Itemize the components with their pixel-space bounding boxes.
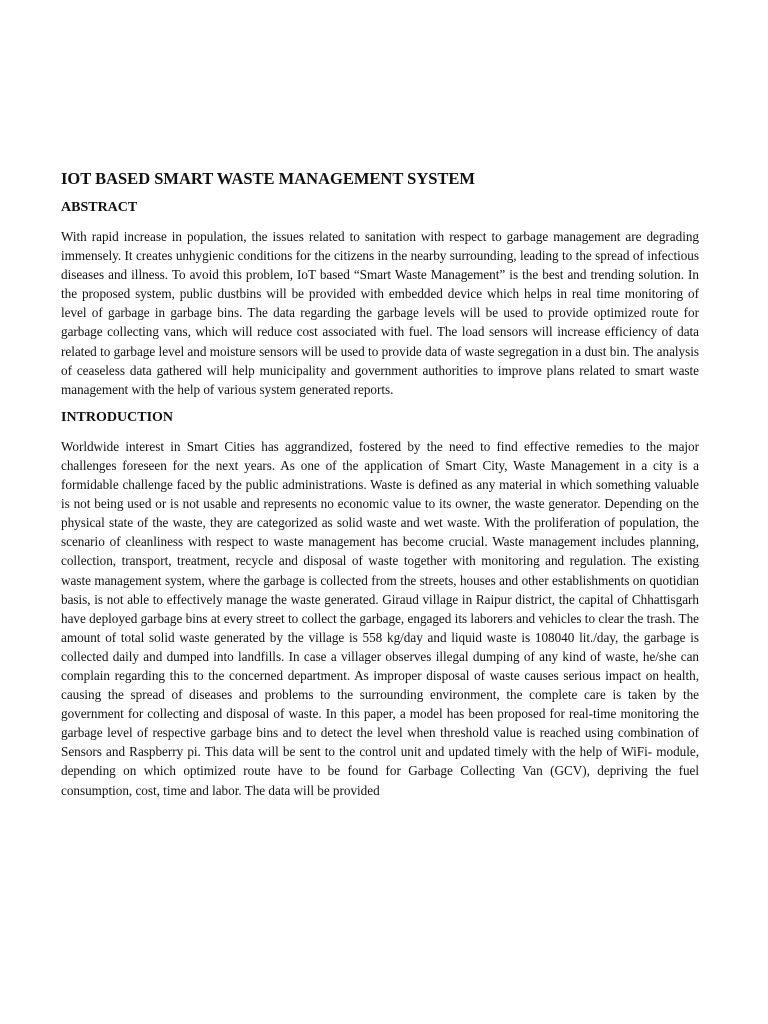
section-heading-abstract: ABSTRACT [61,200,138,215]
abstract-paragraph: With rapid increase in population, the issues related to sanitation with respect to garbage management are degrading immensely. It creates unhygienic conditions for the citizens in the nearby surrounding, leading to the spread of infectious diseases and illness. To avoid this problem, IoT based “Smart Waste Management” is the best and trending solution. In the proposed system, public dustbins will be provided with embedded device which helps in real time monitoring of level of garbage in garbage bins. The data regarding the garbage levels will be used to provide optimized route for garbage collecting vans, which will reduce cost associated with fuel. The load sensors will increase efficiency of data related to garbage level and moisture sensors will be used to provide data of waste segregation in a dust bin. The analysis of ceaseless data gathered will help municipality and government authorities to improve plans related to smart waste management with the help of various system generated reports. [61,229,699,397]
section-heading-introduction: INTRODUCTION [61,409,174,425]
document-body [61,168,699,810]
document-title: IOT BASED SMART WASTE MANAGEMENT SYSTEM [61,169,476,188]
introduction-paragraph: Worldwide interest in Smart Cities has aggrandized, fostered by the need to find effective remedies to the major challenges foreseen for the next years. As one of the application of Smart City, Waste Management in a city is a formidable challenge faced by the public administrations. Waste is defined as any material in which something valuable is not being used or is not usable and represents no economic value to its owner, the waste generator. Depending on the physical state of the waste, they are categorized as solid waste and wet waste. With the proliferation of population, the scenario of cleanliness with respect to waste management has become crucial. Waste management includes planning, collection, transport, treatment, recycle and disposal of waste together with monitoring and regulation. The existing waste management system, where the garbage is collected from the streets, houses and other establishments on quotidian basis, is not able to effectively manage the waste generated. Giraud village in Raipur district, the capital of Chhattisgarh have deployed garbage bins at every street to collect the garbage, engaged its laborers and vehicles to clear the trash. The amount of total solid waste generated by the village is 558 kg/day and liquid waste is 108040 lit./day, the garbage is collected daily and dumped into landfills. In case a villager observes illegal dumping of any kind of waste, he/she can complain regarding this to the concerned department. As improper disposal of waste causes serious impact on health, causing the spread of diseases and problems to the surrounding environment, the complete care is taken by the government for collecting and disposal of waste. In this paper, a model has been proposed for real-time monitoring the garbage level of respective garbage bins and to detect the level when threshold value is reached using combination of Sensors and Raspberry pi. This data will be sent to the control unit and updated timely with the help of WiFi- module, depending on which optimized route have to be found for Garbage Collecting Van (GCV), depriving the fuel consumption, cost, time and labor. The data will be provided [61,438,699,798]
